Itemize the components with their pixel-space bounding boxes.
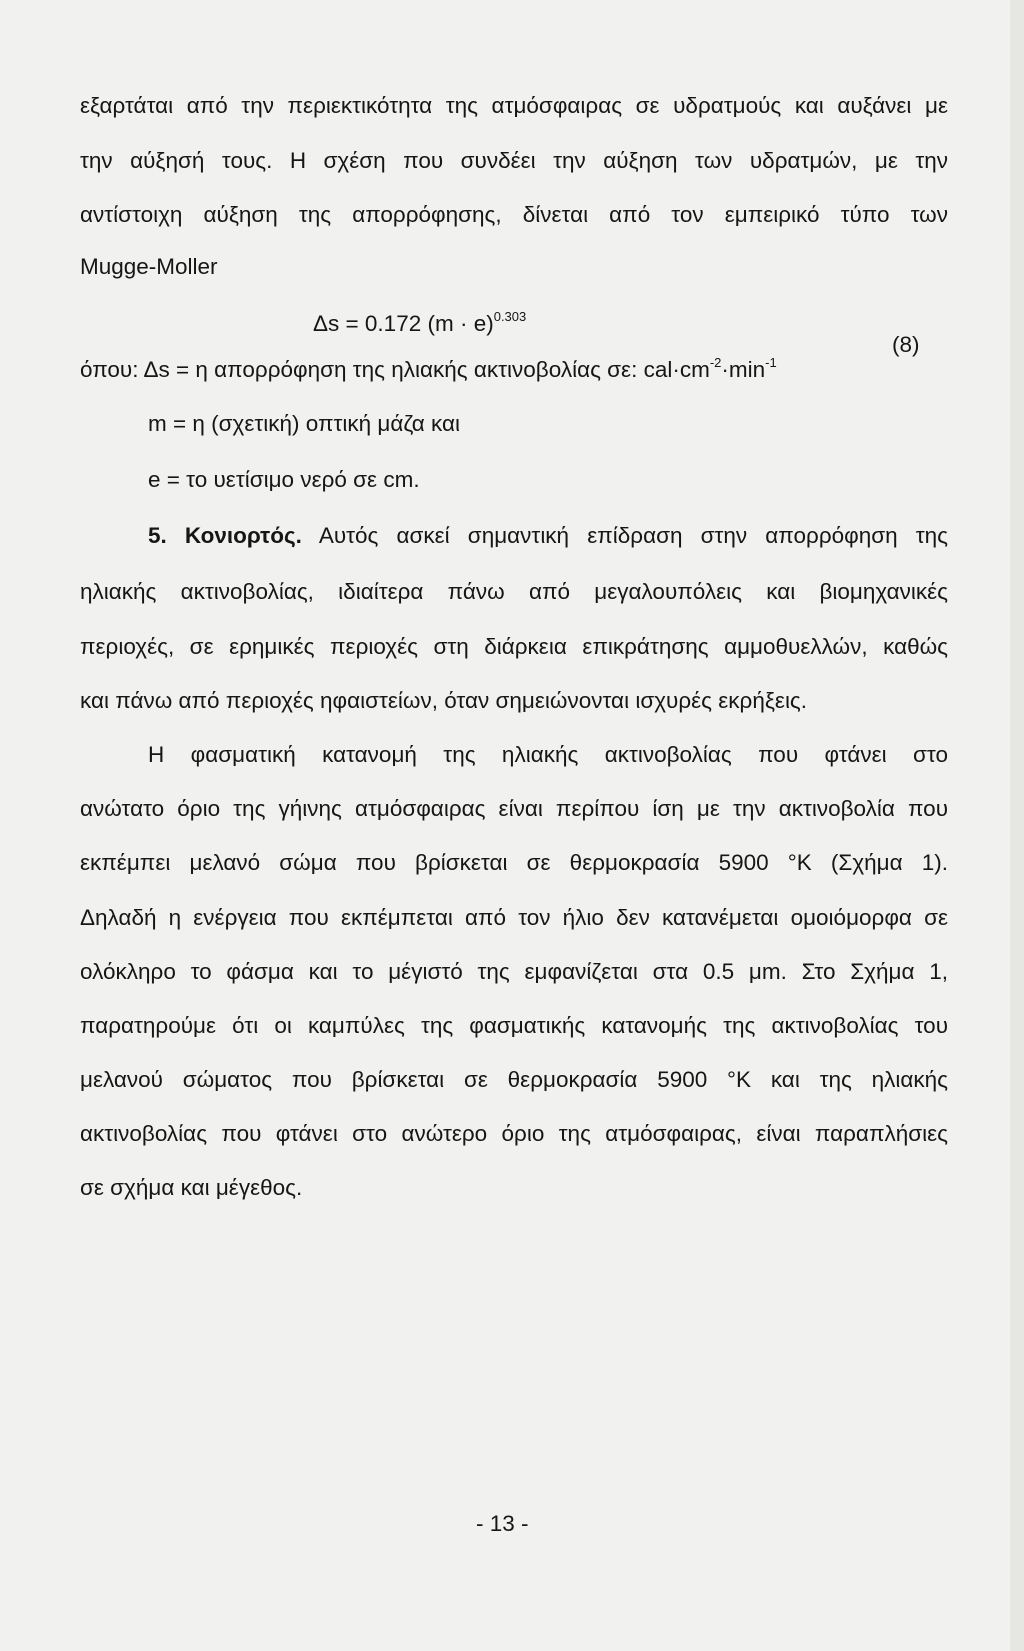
- section-heading-line: 5. Κονιορτός. Αυτός ασκεί σημαντική επίδραση στην απορρόφηση της: [148, 523, 949, 548]
- text-line: Mugge-Moller: [80, 254, 218, 279]
- text-line: περιοχές, σε ερημικές περιοχές στη διάρκεια επικράτησης αμμοθυελλών, καθώς: [80, 634, 948, 659]
- section-heading: 5. Κονιορτός.: [148, 523, 302, 548]
- text-line: ηλιακής ακτινοβολίας, ιδιαίτερα πάνω από μεγαλουπόλεις και βιομηχανικές: [80, 579, 948, 604]
- page-edge-shadow: [1010, 0, 1024, 1651]
- text-line: εκπέμπει μελανό σώμα που βρίσκεται σε θερμοκρασία 5900 °Κ (Σχήμα 1).: [80, 850, 948, 875]
- equation-number: (8): [892, 332, 920, 357]
- definition-line: m = η (σχετική) οπτική μάζα και: [148, 411, 461, 436]
- text-line: ακτινοβολίας που φτάνει στο ανώτερο όριο της ατμόσφαιρας, είναι παραπλήσιες: [80, 1121, 948, 1146]
- text-line: την αύξησή τους. Η σχέση που συνδέει την αύξηση των υδρατμών, με την: [80, 148, 948, 173]
- text-line: σε σχήμα και μέγεθος.: [80, 1175, 303, 1200]
- text-line: μελανού σώματος που βρίσκεται σε θερμοκρασία 5900 °Κ και της ηλιακής: [80, 1067, 948, 1092]
- text-line: Δηλαδή η ενέργεια που εκπέμπεται από τον ήλιο δεν κατανέμεται ομοιόμορφα σε: [80, 905, 948, 930]
- text-line: ολόκληρο το φάσμα και το μέγιστό της εμφανίζεται στα 0.5 μm. Στο Σχήμα 1,: [80, 959, 948, 984]
- equation-body: Δs = 0.172 (m · e): [313, 311, 494, 336]
- text-line: Η φασματική κατανομή της ηλιακής ακτινοβολίας που φτάνει στο: [148, 742, 948, 767]
- text-line: ανώτατο όριο της γήινης ατμόσφαιρας είναι περίπου ίση με την ακτινοβολία που: [80, 796, 948, 821]
- text-line: εξαρτάται από την περιεκτικότητα της ατμόσφαιρας σε υδρατμούς και αυξάνει με: [80, 93, 948, 118]
- text-line: αντίστοιχη αύξηση της απορρόφησης, δίνεται από τον εμπειρικό τύπο των: [80, 202, 948, 227]
- text-line: παρατηρούμε ότι οι καμπύλες της φασματικής κατανομής της ακτινοβολίας του: [80, 1013, 948, 1038]
- equation: [313, 310, 526, 338]
- definition-line: e = το υετίσιμο νερό σε cm.: [148, 467, 420, 492]
- equation-exponent: 0.303: [493, 308, 527, 324]
- text-line: και πάνω από περιοχές ηφαιστείων, όταν σημειώνονται ισχυρές εκρήξεις.: [80, 688, 808, 713]
- page-number: - 13 -: [476, 1511, 529, 1536]
- definition-line: όπου: Δs = η απορρόφηση της ηλιακής ακτινοβολίας σε: $cal\cdot cm^{-2}\cdot\min^{-1}$: [80, 354, 777, 382]
